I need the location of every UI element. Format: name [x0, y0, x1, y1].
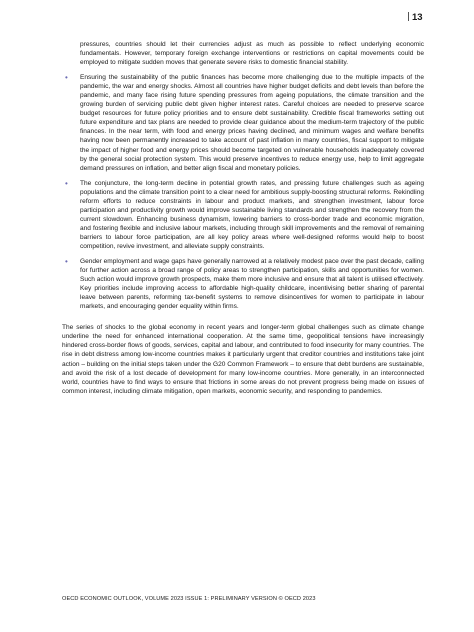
page-number-divider	[408, 12, 409, 21]
continuation-paragraph: pressures, countries should let their currencies adjust as much as possible to reflect underlying economic fundamentals. However, temporary foreign exchange interventions or restrictions on capital movements could be employed to mitigate sudden moves that generate severe risks to domestic financial stability.	[80, 41, 424, 67]
bullet-icon: •	[65, 73, 68, 83]
page-footer: OECD ECONOMIC OUTLOOK, VOLUME 2023 ISSUE 1: PRELIMINARY VERSION © OECD 2023	[62, 596, 316, 602]
bullet-item-structural-reforms	[65, 178, 424, 251]
page-content	[62, 40, 424, 396]
bullet-icon: •	[65, 257, 68, 267]
page-number	[408, 12, 423, 23]
bullet-item-fiscal	[65, 73, 424, 173]
page-number-text: 13	[412, 12, 423, 23]
bullet-item-gender-gaps	[65, 257, 425, 311]
bullet-text: Ensuring the sustainability of the public finances has become more challenging due to the multiple impacts of the pandemic, the war and energy shocks. Almost all countries have higher budget deficits and debt levels than before the pandemic, and many face rising future spending pressures from ageing populations, the climate transition and the growing burden of servicing public debt given higher interest rates. Careful choices are needed to preserve scarce budget resources for future policy priorities and to ensure debt sustainability. Credible fiscal frameworks setting out future expenditure and tax plans are needed to provide clear guidance about the medium-term trajectory of the public finances. In the near term, with food and energy prices having declined, and minimum wages and welfare benefits having now been permanently increased to take account of past inflation in many countries, fiscal support to mitigate the impact of higher food and energy prices should become targeted on vulnerable households inadequately covered by the general social protection system. This would preserve incentives to reduce energy use, help to limit aggregate demand pressures on inflation, and better align fiscal and monetary policies.	[80, 74, 424, 172]
bullet-text: Gender employment and wage gaps have generally narrowed at a relatively modest pace over the past decade, calling for further action across a broad range of policy areas to strengthen participation, skills and opportunities for women. Such action would improve growth prospects, make them more inclusive and ensure that all talent is utilised effectively. Key priorities include improving access to affordable high-quality childcare, incentivising better sharing of parental leave between parents, reforming tax-benefit systems to remove disincentives for women to participate in labour markets, and encouraging gender equality within firms.	[80, 258, 425, 311]
bullet-text: The conjuncture, the long-term decline in potential growth rates, and pressing future challenges such as ageing populations and the climate transition point to a clear need for ambitious supply-boosting structural reforms. Rekindling reform efforts to reduce constraints in labour and product markets, and strengthen investment, labour force participation and productivity growth would improve sustainable living standards and strengthen the recovery from the current slowdown. Enhancing business dynamism, lowering barriers to cross-border trade and economic migration, and fostering flexible and inclusive labour markets, including through skill improvements and the removal of remaining barriers to labour force participation, are all key policy areas where well-designed reforms would help to boost competition, revive investment, and alleviate supply constraints.	[80, 179, 424, 250]
bullet-icon: •	[65, 178, 68, 188]
closing-paragraph: The series of shocks to the global economy in recent years and longer-term global challenges such as climate change underline the need for enhanced international cooperation. At the same time, geopolitical tensions have increasingly hindered cross-border flows of goods, services, capital and labour, and contributed to food insecurity for many countries. The rise in debt distress among low-income countries makes it particularly urgent that creditor countries and institutions take joint action – building on the initial steps taken under the G20 Common Framework – to ensure that debt burdens are sustainable, and avoid the risk of a lost decade of development for many low-income countries. More generally, in an interconnected world, countries have to find ways to ensure that frictions in some areas do not prevent progress being made on issues of common interest, including climate mitigation, open markets, economic security, and responding to pandemics.	[62, 324, 424, 395]
